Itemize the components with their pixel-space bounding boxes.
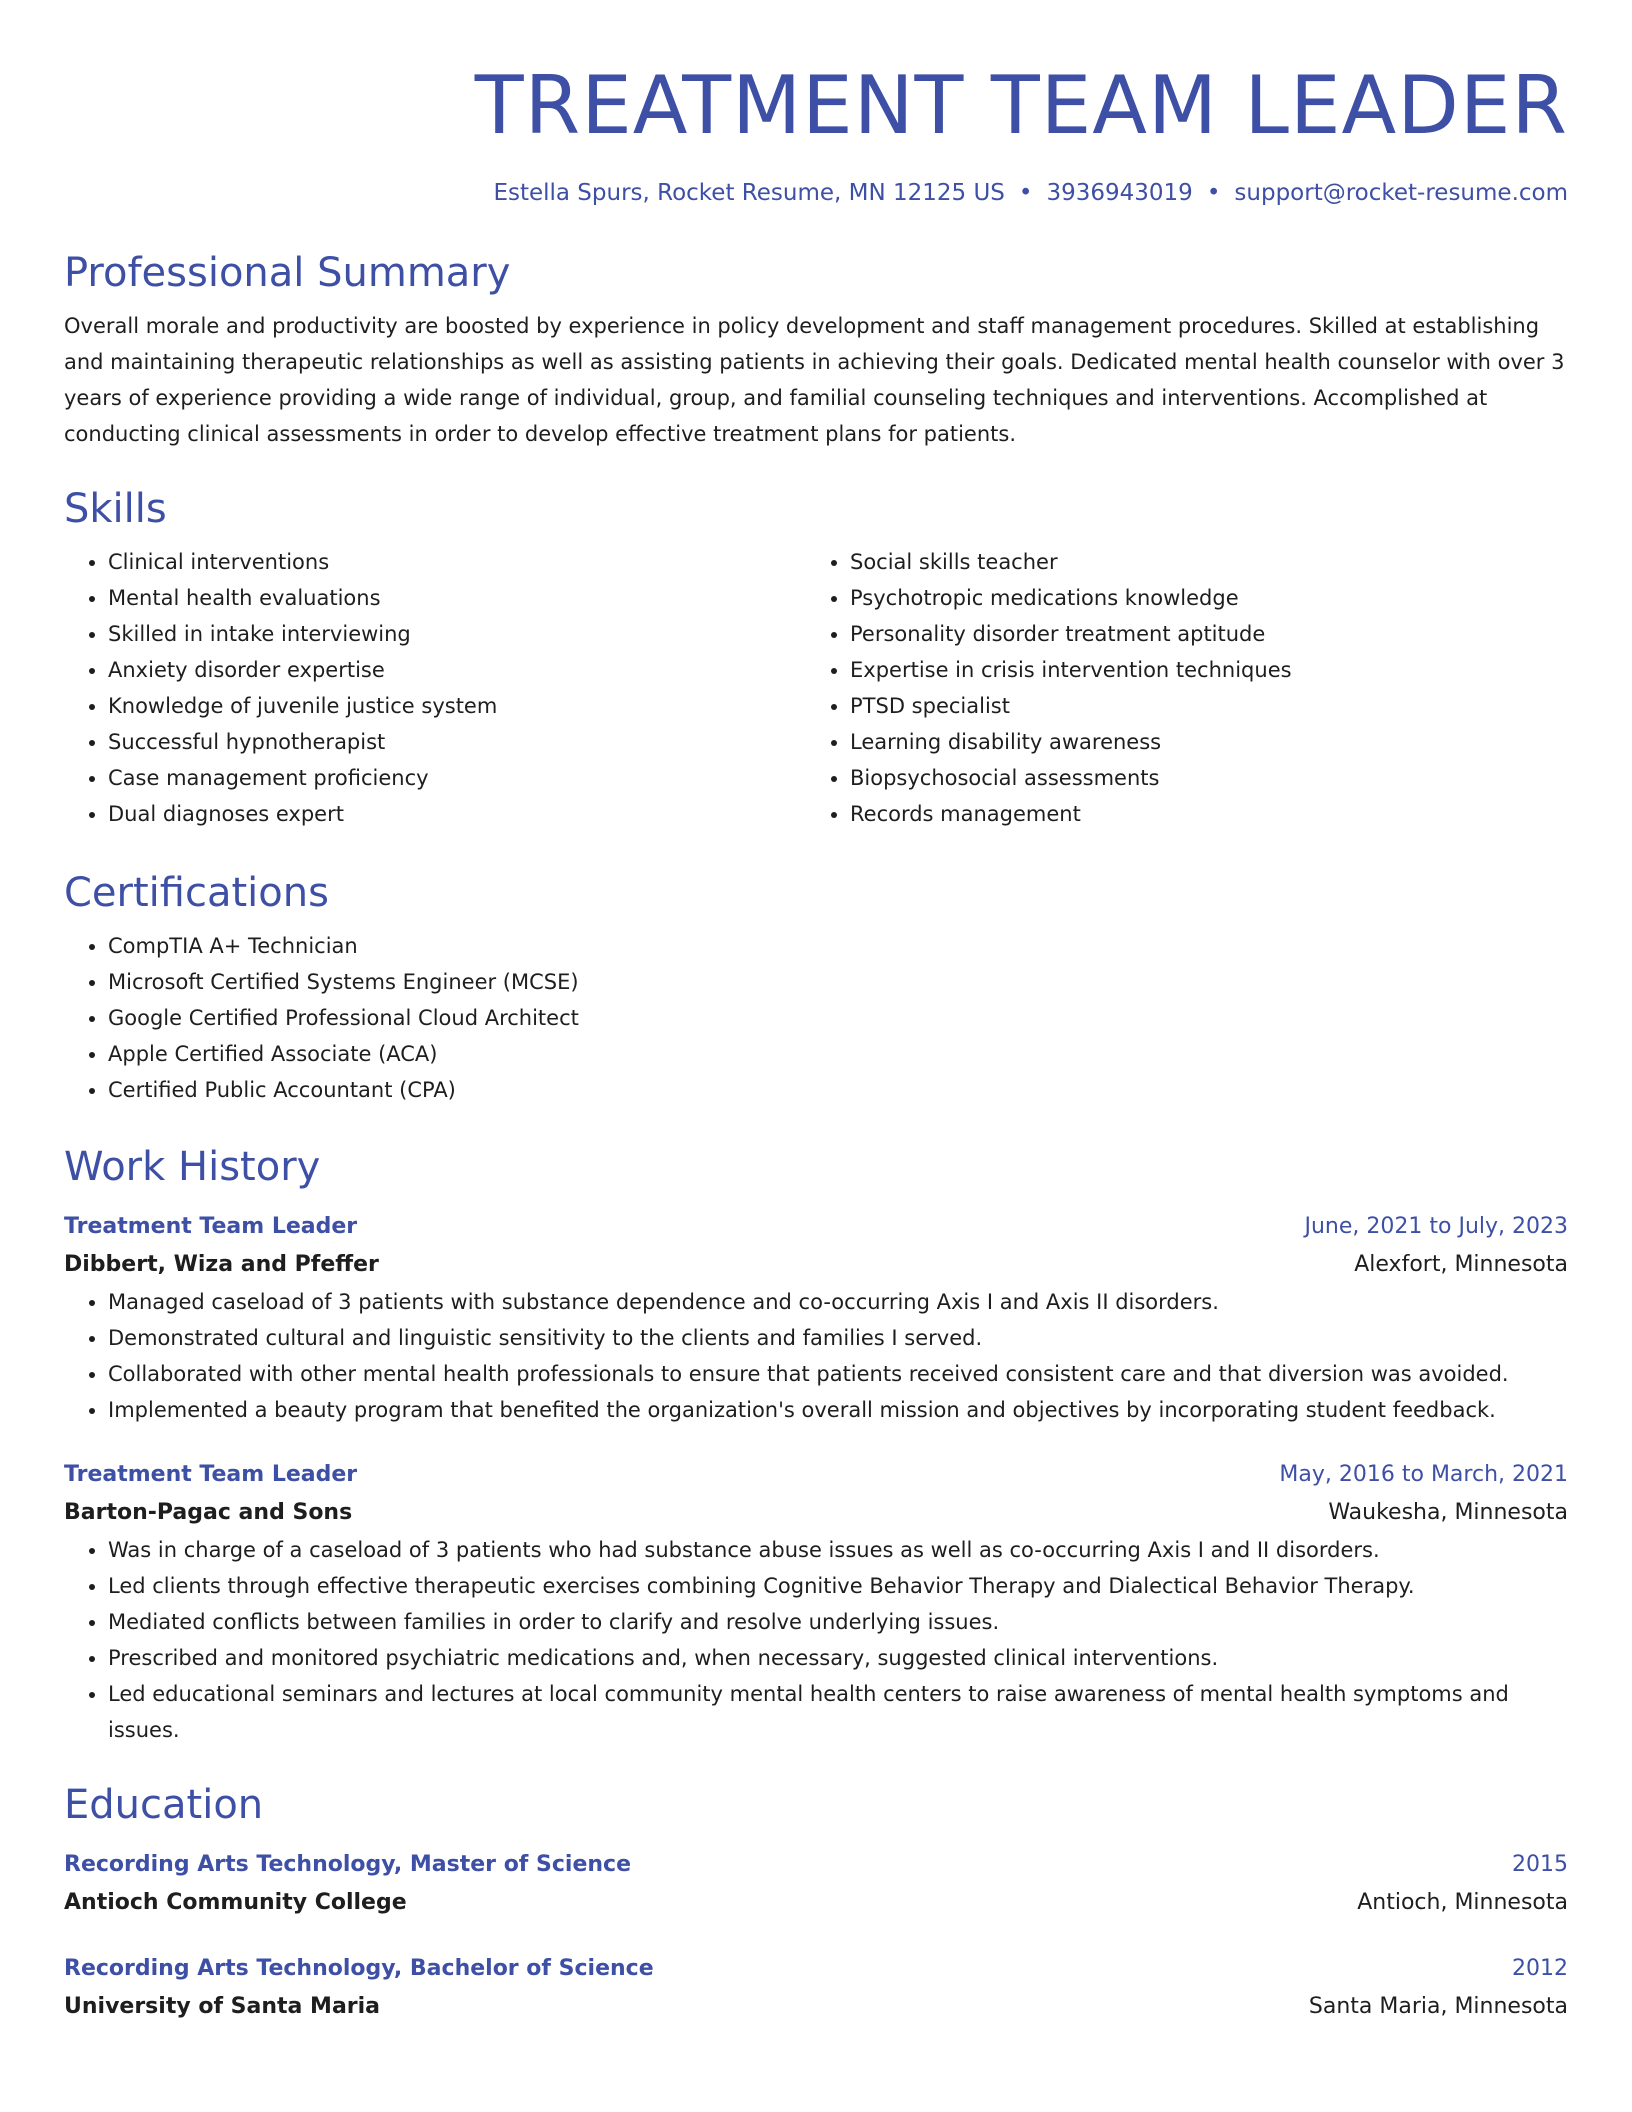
job-bullet: • Led clients through effective therapeutic exercises combining Cognitive Behavior Therapy and Dialectical Behavior Therapy. <box>108 1568 1568 1604</box>
job-title-row <box>64 1456 1568 1494</box>
skill-item: • Social skills teacher <box>850 544 1548 580</box>
section-certifications <box>64 868 1568 1108</box>
section-heading-skills: Skills <box>64 486 167 532</box>
certification-item: • Microsoft Certified Systems Engineer (MCSE) <box>108 964 1568 1000</box>
education-location: Antioch, Minnesota <box>1357 1890 1568 1915</box>
education-degree: Recording Arts Technology, Master of Science <box>64 1852 632 1877</box>
skill-item: • Successful hypnotherapist <box>108 724 806 760</box>
contact-email[interactable]: support@rocket-resume.com <box>1234 180 1568 206</box>
job-bullet: • Implemented a beauty program that benefited the organization's overall mission and objectives by incorporating student feedback. <box>108 1392 1568 1428</box>
job-company: Barton-Pagac and Sons <box>64 1500 353 1525</box>
skills-list-left <box>64 544 806 832</box>
certification-item: • Certified Public Accountant (CPA) <box>108 1072 1568 1108</box>
education-entry <box>64 1950 1568 2026</box>
job-location: Alexfort, Minnesota <box>1354 1252 1568 1277</box>
education-school: University of Santa Maria <box>64 1994 381 2019</box>
job-bullet: • Was in charge of a caseload of 3 patients who had substance abuse issues as well as co-occurring Axis I and II disorders. <box>108 1532 1568 1568</box>
section-heading-education: Education <box>64 1782 264 1828</box>
section-heading-work-history: Work History <box>64 1144 321 1190</box>
skill-item: • PTSD specialist <box>850 688 1548 724</box>
job-dates: June, 2021 to July, 2023 <box>1304 1214 1568 1239</box>
education-entry <box>64 1846 1568 1922</box>
resume-header <box>64 58 1568 206</box>
section-skills <box>64 484 1568 832</box>
skills-column-left <box>64 544 806 832</box>
job-company-row <box>64 1494 1568 1532</box>
contact-separator: • <box>1206 180 1221 206</box>
section-heading-certifications: Certifications <box>64 870 329 916</box>
skill-item: • Biopsychosocial assessments <box>850 760 1548 796</box>
summary-text: Overall morale and productivity are boosted by experience in policy development and staff management procedures. Skilled at establishing and maintaining therapeutic relationships as well as assisting patients in achieving their goals. Dedicated mental health counselor with over 3 years of experience providing a wide range of individual, group, and familial counseling techniques and interventions. Accomplished at conducting clinical assessments in order to develop effective treatment plans for patients. <box>64 314 1565 446</box>
job-title-row <box>64 1208 1568 1246</box>
section-education <box>64 1780 1568 2026</box>
job-bullet: • Demonstrated cultural and linguistic sensitivity to the clients and families I served. <box>108 1320 1568 1356</box>
skill-item: • Case management proficiency <box>108 760 806 796</box>
job-company-row <box>64 1246 1568 1284</box>
job-title: Treatment Team Leader <box>64 1214 358 1239</box>
skill-item: • Clinical interventions <box>108 544 806 580</box>
job-bullet: • Collaborated with other mental health professionals to ensure that patients received consistent care and that diversion was avoided. <box>108 1356 1568 1392</box>
certification-item: • Apple Certified Associate (ACA) <box>108 1036 1568 1072</box>
contact-line <box>64 180 1568 206</box>
job-entry <box>64 1456 1568 1748</box>
education-year: 2015 <box>1512 1852 1568 1877</box>
contact-separator: • <box>1018 180 1033 206</box>
job-bullet: • Mediated conflicts between families in order to clarify and resolve underlying issues. <box>108 1604 1568 1640</box>
skill-item: • Records management <box>850 796 1548 832</box>
job-bullet: • Led educational seminars and lectures at local community mental health centers to raise awareness of mental health symptoms and issues. <box>108 1676 1568 1748</box>
education-school-row <box>64 1884 1568 1922</box>
education-degree-row <box>64 1846 1568 1884</box>
job-bullets <box>64 1284 1568 1428</box>
education-school: Antioch Community College <box>64 1890 407 1915</box>
skills-columns <box>64 544 1568 832</box>
skill-item: • Mental health evaluations <box>108 580 806 616</box>
skill-item: • Dual diagnoses expert <box>108 796 806 832</box>
section-summary <box>64 248 1568 452</box>
job-company: Dibbert, Wiza and Pfeffer <box>64 1252 379 1277</box>
contact-phone: 3936943019 <box>1046 180 1193 206</box>
contact-address: Estella Spurs, Rocket Resume, MN 12125 US <box>493 180 1005 206</box>
skill-item: • Learning disability awareness <box>850 724 1548 760</box>
certifications-list <box>64 928 1568 1108</box>
resume-title: TREATMENT TEAM LEADER <box>474 59 1568 152</box>
education-location: Santa Maria, Minnesota <box>1308 1994 1568 2019</box>
education-degree-row <box>64 1950 1568 1988</box>
section-work-history <box>64 1142 1568 1748</box>
job-location: Waukesha, Minnesota <box>1328 1500 1568 1525</box>
job-dates: May, 2016 to March, 2021 <box>1279 1462 1568 1487</box>
certification-item: • Google Certified Professional Cloud Architect <box>108 1000 1568 1036</box>
skill-item: • Knowledge of juvenile justice system <box>108 688 806 724</box>
skill-item: • Skilled in intake interviewing <box>108 616 806 652</box>
job-entry <box>64 1208 1568 1428</box>
job-bullet: • Managed caseload of 3 patients with substance dependence and co-occurring Axis I and Axis II disorders. <box>108 1284 1568 1320</box>
skills-list-right <box>806 544 1548 832</box>
education-degree: Recording Arts Technology, Bachelor of Science <box>64 1956 654 1981</box>
job-bullets <box>64 1532 1568 1748</box>
certification-item: • CompTIA A+ Technician <box>108 928 1568 964</box>
skill-item: • Personality disorder treatment aptitude <box>850 616 1548 652</box>
skill-item: • Psychotropic medications knowledge <box>850 580 1548 616</box>
skill-item: • Expertise in crisis intervention techniques <box>850 652 1548 688</box>
job-title: Treatment Team Leader <box>64 1462 358 1487</box>
skills-column-right <box>806 544 1548 832</box>
skill-item: • Anxiety disorder expertise <box>108 652 806 688</box>
job-bullet: • Prescribed and monitored psychiatric medications and, when necessary, suggested clinical interventions. <box>108 1640 1568 1676</box>
education-school-row <box>64 1988 1568 2026</box>
education-year: 2012 <box>1512 1956 1568 1981</box>
section-heading-summary: Professional Summary <box>64 250 511 296</box>
